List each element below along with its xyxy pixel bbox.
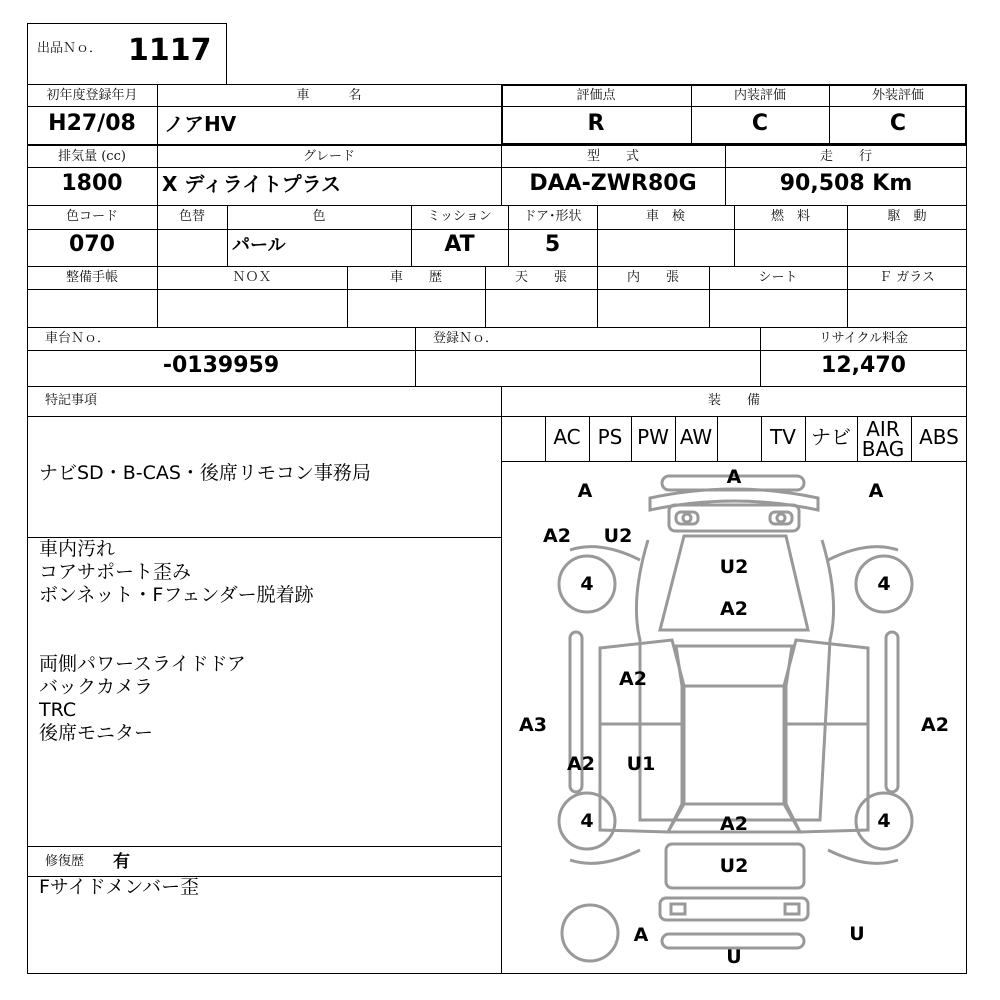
- damage-rear-bottom: U: [726, 946, 742, 968]
- color-code-label: 色コード: [65, 209, 118, 224]
- registration-value: H27/08: [48, 111, 136, 136]
- mileage-value: 90,508 Km: [779, 171, 913, 196]
- car-name-label: 車 名: [296, 88, 362, 103]
- damage-rear-left-a: A2: [567, 753, 595, 775]
- damage-roof-left: A2: [619, 668, 647, 690]
- repair-notes: Fサイドメンバー歪: [39, 876, 200, 898]
- history-label: 車 歴: [389, 270, 442, 285]
- notes-label: 特記事項: [45, 393, 98, 408]
- equipment-aw: AW: [679, 425, 713, 449]
- equipment-ps: PS: [597, 425, 623, 449]
- listing-number: 1117: [128, 33, 212, 68]
- tire-rear-right: 4: [877, 810, 891, 832]
- equipment-blank-2: [717, 417, 761, 461]
- score-label: 評価点: [576, 88, 616, 103]
- displacement-value: 1800: [61, 171, 123, 196]
- inspection-label: 車 検: [645, 209, 685, 224]
- damage-front-right: A: [868, 480, 884, 502]
- notes-middle: 車内汚れ コアサポート歪み ボンネット・Fフェンダー脱着跡 両側パワースライドドア バックカメラ TRC 後席モニター: [39, 538, 314, 744]
- color-label: 色: [312, 209, 326, 224]
- door-label: ドア･形状: [523, 209, 582, 224]
- damage-left-side: A3: [519, 714, 547, 736]
- seat-label: シート: [758, 270, 798, 285]
- listing-number-label: 出品Ｎｏ．: [37, 41, 103, 56]
- equipment-abs: ABS: [919, 425, 959, 449]
- registration-number-label: 登録Ｎｏ．: [433, 331, 499, 346]
- mission-value: AT: [444, 232, 475, 257]
- mission-label: ミッション: [427, 209, 492, 224]
- damage-left-fender: A2: [543, 525, 571, 547]
- interior-grade-label: 内装評価: [733, 88, 786, 103]
- registration-label: 初年度登録年月: [46, 88, 138, 103]
- tire-front-left: 4: [580, 573, 594, 595]
- equipment-navi: ナビ: [811, 425, 851, 449]
- model-value: DAA-ZWR80G: [529, 171, 697, 196]
- car-name-value: ノアHV: [164, 112, 237, 136]
- recycle-value: 12,470: [821, 353, 906, 378]
- door-value: 5: [544, 232, 561, 257]
- roof-label: 天 張: [514, 270, 567, 285]
- damage-hood-top: U2: [719, 556, 749, 578]
- damage-right-side: A2: [921, 714, 949, 736]
- fuel-label: 燃 料: [770, 209, 810, 224]
- exterior-grade-label: 外装評価: [871, 88, 924, 103]
- tire-front-right: 4: [877, 573, 891, 595]
- chassis-label: 車台Ｎｏ．: [45, 331, 111, 346]
- repair-label: 修復歴: [45, 854, 85, 869]
- damage-rear-left: A: [633, 924, 649, 946]
- interior-grade-value: C: [751, 111, 769, 136]
- damage-front-left: A: [577, 480, 593, 502]
- repaint-label: 色替: [178, 209, 205, 224]
- displacement-label: 排気量 (cc): [58, 149, 126, 164]
- equipment-ac: AC: [553, 425, 581, 449]
- damage-rear-right: U: [849, 923, 865, 945]
- nox-label: ＮＯＸ: [232, 270, 272, 285]
- score-value: R: [587, 111, 605, 136]
- damage-rear-window: A2: [720, 813, 748, 835]
- interior-panel-label: 内 張: [626, 270, 679, 285]
- damage-hood-bottom: A2: [720, 598, 748, 620]
- damage-left-pillar: U2: [603, 525, 633, 547]
- damage-rear-left-u: U1: [626, 753, 656, 775]
- color-value: パール: [232, 235, 286, 256]
- drive-label: 駆 動: [887, 209, 927, 224]
- tire-rear-left: 4: [580, 810, 594, 832]
- maintenance-label: 整備手帳: [65, 270, 118, 285]
- equipment-pw: PW: [637, 425, 669, 449]
- mileage-label: 走 行: [819, 149, 872, 164]
- notes-top: ナビSD・B-CAS・後席リモコン事務局: [39, 462, 371, 484]
- damage-trunk: U2: [719, 855, 749, 877]
- model-label: 型 式: [586, 149, 639, 164]
- equipment-blank-1: [501, 417, 545, 461]
- damage-front-center: A: [726, 466, 742, 488]
- repair-value: 有: [113, 852, 130, 872]
- equipment-tv: TV: [770, 425, 796, 449]
- equipment-label: 装 備: [707, 393, 760, 408]
- grade-value: X ディライトプラス: [162, 172, 341, 196]
- equipment-airbag: AIR BAG: [861, 417, 905, 461]
- recycle-label: リサイクル料金: [818, 331, 909, 346]
- exterior-grade-value: C: [889, 111, 907, 136]
- color-code-value: 070: [69, 232, 115, 257]
- glass-label: Ｆ ガラス: [879, 270, 935, 285]
- grade-label: グレード: [302, 149, 355, 164]
- chassis-value: -0139959: [162, 353, 280, 378]
